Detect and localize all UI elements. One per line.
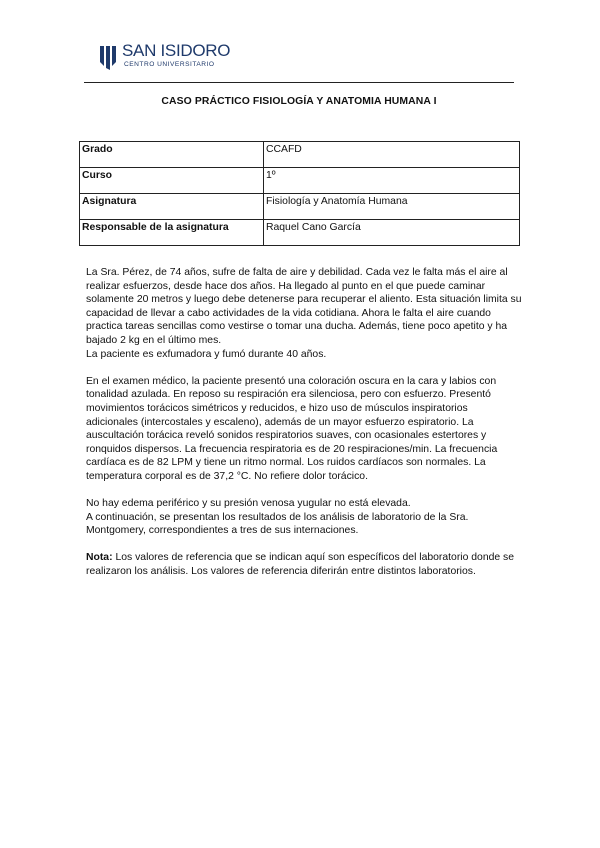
paragraph-edema: No hay edema periférico y su presión venosa yugular no está elevada.: [86, 498, 411, 510]
san-isidoro-logo-icon: [98, 44, 118, 72]
table-row: [80, 142, 520, 168]
row-value: Raquel Cano García: [264, 220, 520, 246]
header-divider: [84, 82, 514, 83]
paragraph-smoking: La paciente es exfumadora y fumó durante 40 años.: [86, 348, 327, 360]
row-label: Curso: [80, 168, 264, 194]
row-label: Asignatura: [80, 194, 264, 220]
note-label: Nota:: [86, 552, 113, 564]
logo: [98, 42, 230, 76]
paragraph-note: [86, 551, 522, 578]
row-value: Fisiología y Anatomía Humana: [264, 194, 520, 220]
case-body: [86, 266, 522, 579]
note-text: Los valores de referencia que se indican aquí son específicos del laboratorio donde se realizaron los análisis. Los valores de referencia diferirán entre distintos laboratorios.: [86, 552, 515, 578]
row-value: CCAFD: [264, 142, 520, 168]
row-value: 1º: [264, 168, 520, 194]
table-row: [80, 194, 520, 220]
document-title: CASO PRÁCTICO FISIOLOGÍA Y ANATOMIA HUMANA I: [161, 96, 437, 107]
paragraph-symptoms: La Sra. Pérez, de 74 años, sufre de falta de aire y debilidad. Cada vez le falta más el aire al realizar esfuerzos, desde hace dos años. Ha llegado al punto en el que puede caminar solamente 20 metros y luego debe detenerse para recuperar el aliento. Esta situación limita su capacidad de llevar a cabo actividades de la vida cotidiana. Ahora le falta el aire cuando practica tareas sencillas como vestirse o tomar una ducha. Además, tiene poco apetito y ha bajado 2 kg en el último mes.: [86, 267, 522, 346]
logo-name: SAN ISIDORO: [122, 41, 231, 60]
info-table: [79, 141, 520, 246]
logo-subtitle: CENTRO UNIVERSITARIO: [124, 61, 215, 68]
paragraph-lab-intro: A continuación, se presentan los resultados de los análisis de laboratorio de la Sra. Montgomery, correspondientes a tres de sus internaciones.: [86, 511, 469, 537]
row-label: Grado: [80, 142, 264, 168]
row-label: Responsable de la asignatura: [80, 220, 264, 246]
paragraph-exam: En el examen médico, la paciente presentó una coloración oscura en la cara y labios con tonalidad azulada. En reposo su respiración era silenciosa, pero con esfuerzo. Presentó movimientos torácicos simétricos y reducidos, e hizo uso de músculos inspiratorios adicionales (intercostales y escaleno), además de un mayor esfuerzo espiratorio. La auscultación torácica reveló sonidos respiratorios suaves, con ocasionales estertores y ronquidos dispersos. La frecuencia respiratoria es de 20 respiraciones/min. La frecuencia cardíaca es de 82 LPM y tiene un ritmo normal. Los ruidos cardíacos son normales. La temperatura corporal es de 37,2 °C. No refiere dolor torácico.: [86, 375, 498, 482]
table-row: [80, 220, 520, 246]
table-row: [80, 168, 520, 194]
